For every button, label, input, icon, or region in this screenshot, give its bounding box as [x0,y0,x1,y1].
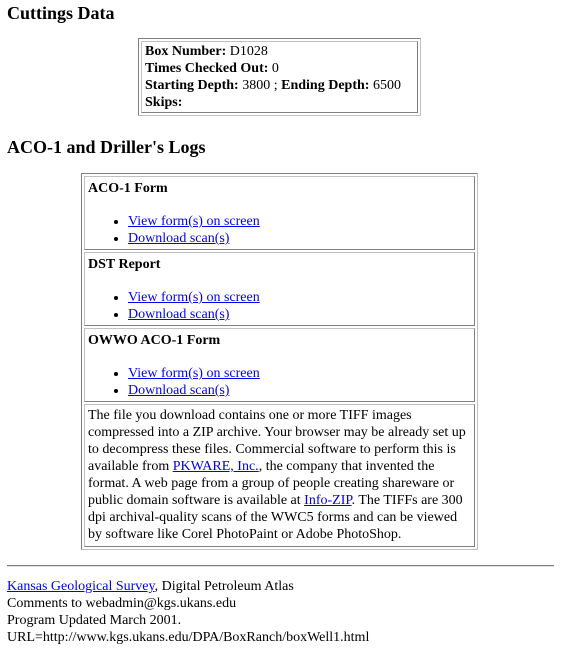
kgs-link[interactable]: Kansas Geological Survey [7,579,155,594]
ending-depth-label: Ending Depth: [281,78,370,93]
cuttings-heading: Cuttings Data [7,3,115,23]
box-number-row [145,43,414,60]
footer [7,578,369,646]
list-item [128,213,471,230]
download-note-cell [84,404,475,547]
list-item [128,306,471,323]
depth-separator: ; [270,78,282,93]
aco1-form-cell [84,176,475,250]
times-checked-value: 0 [271,61,279,76]
owwo-aco1-form-links [88,365,471,399]
dst-download-scan-link[interactable]: Download scan(s) [128,307,230,322]
aco1-download-scan-link[interactable]: Download scan(s) [128,231,230,246]
owwo-aco1-form-title: OWWO ACO-1 Form [88,333,221,348]
footer-updated: Program Updated March 2001. [7,613,182,628]
dst-report-cell [84,252,475,326]
aco1-view-form-link[interactable]: View form(s) on screen [128,214,260,229]
logs-table [81,173,478,550]
box-number-value: D1028 [229,44,268,59]
owwo-aco1-form-cell [84,328,475,402]
dst-report-title: DST Report [88,257,161,272]
dst-view-form-link[interactable]: View form(s) on screen [128,290,260,305]
cuttings-table [138,38,421,116]
footer-url: URL=http://www.kgs.ukans.edu/DPA/BoxRanch/boxWell1.html [7,630,370,645]
footer-kgs-line [7,578,369,595]
pkware-link[interactable]: PKWARE, Inc. [172,459,259,474]
owwo-view-form-link[interactable]: View form(s) on screen [128,366,260,381]
list-item [128,289,471,306]
aco1-form-links [88,213,471,247]
note-text-2: , the company that invented the format. A web page from a group of people creating shareware or public domain software is available at [88,459,455,508]
skips-row [145,94,414,111]
starting-depth-value: 3800 [242,78,271,93]
aco1-form-title: ACO-1 Form [88,181,168,196]
footer-comments: Comments to webadmin@kgs.ukans.edu [7,596,237,611]
depth-row [145,77,414,94]
list-item [128,382,471,399]
dst-report-links [88,289,471,323]
info-zip-link[interactable]: Info-ZIP [304,493,352,508]
note-text-1: The file you download contains one or more TIFF images compressed into a ZIP archive. Your browser may be already set up to decompress these files. Commercial software to perform this is available from [88,408,466,474]
kgs-suffix: , Digital Petroleum Atlas [154,579,294,594]
note-text-3: . The TIFFs are 300 dpi archival-quality scans of the WWC5 forms and can be viewed by software like Corel PhotoPaint or Adobe PhotoShop. [88,493,463,542]
owwo-download-scan-link[interactable]: Download scan(s) [128,383,230,398]
times-checked-label: Times Checked Out: [145,61,269,76]
footer-divider [7,565,554,567]
list-item [128,365,471,382]
starting-depth-label: Starting Depth: [145,78,239,93]
list-item [128,230,471,247]
ending-depth-value: 6500 [372,78,401,93]
skips-label: Skips: [145,95,183,110]
cuttings-cell [141,41,418,113]
box-number-label: Box Number: [145,44,227,59]
logs-heading: ACO-1 and Driller's Logs [7,137,206,157]
times-checked-row [145,60,414,77]
